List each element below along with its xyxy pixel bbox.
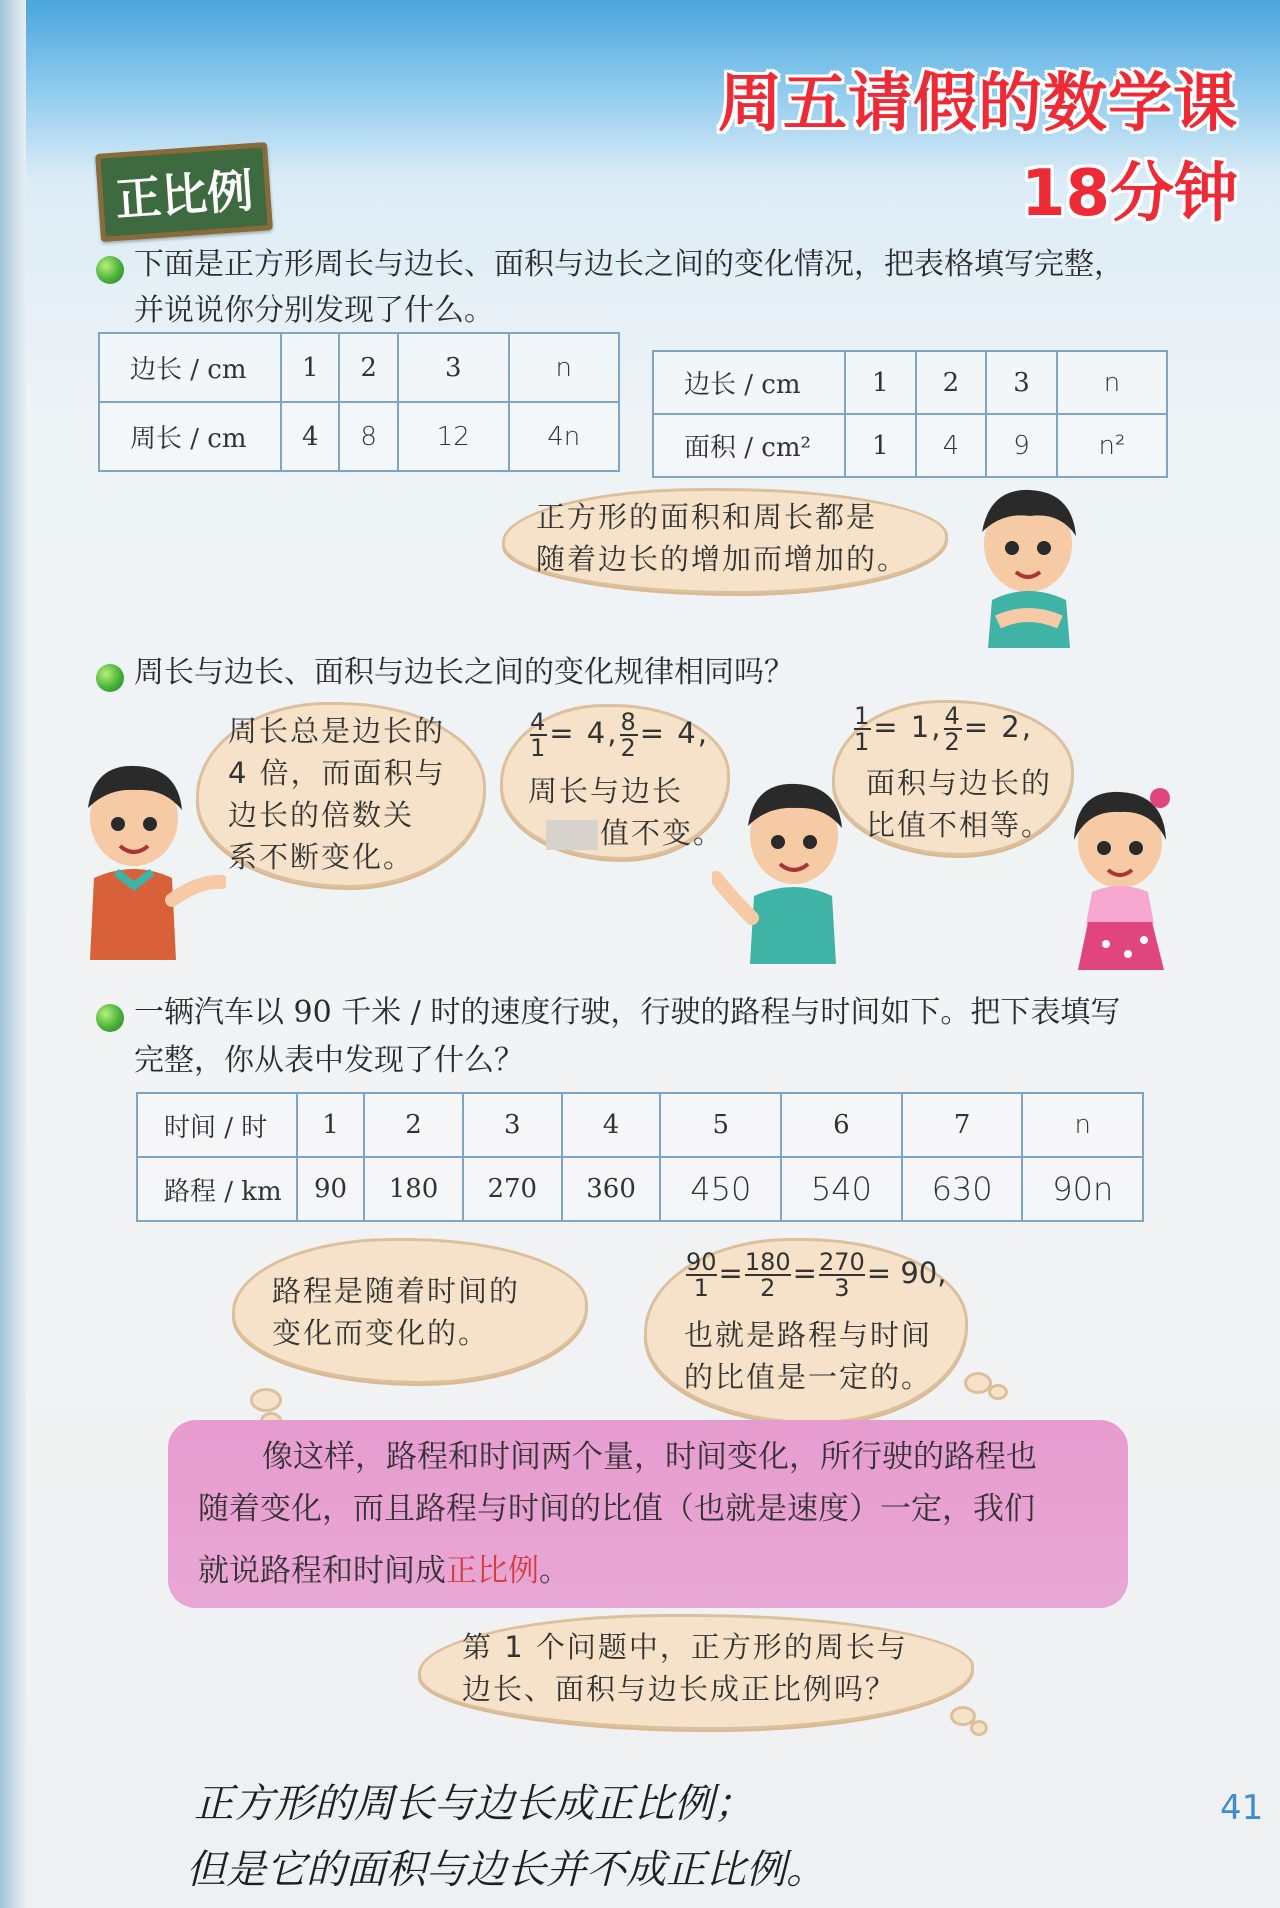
question-2: 周长与边长、面积与边长之间的变化规律相同吗？ [134,655,794,690]
thought-bubble-5-line-2: 变化而变化的。 [272,1316,490,1350]
definition-line-3 [198,1546,570,1596]
fraction-denominator: 1 [686,1274,717,1300]
thought-puff [988,1384,1008,1400]
definition-line-2: 随着变化，而且路程与时间的比值（也就是速度）一定，我们 [198,1491,1035,1527]
table-cell: 8 [339,402,397,471]
table-cell: n² [1057,414,1167,477]
table-cell: 7 [902,1093,1023,1157]
table-cell: 3 [463,1093,562,1157]
fraction-numerator: 4 [944,702,962,730]
thought-bubble-7-line-2: 边长、面积与边长成正比例吗？ [462,1672,897,1706]
table-cell: 2 [339,333,397,402]
thought-puff [250,1388,282,1412]
keyword-direct-proportion: 正比例 [446,1553,539,1589]
speed-table [136,1092,1144,1222]
table-cell: 2 [916,351,987,414]
speech-bubble-2-line-4: 系不断变化。 [228,840,415,874]
area-table-header-side: 边长 / cm [653,351,845,414]
topic-tag: 正比例 [95,142,273,242]
fraction-result: = 2, [963,710,1033,744]
boy-illustration [968,482,1090,648]
table-cell: 1 [297,1093,364,1157]
table-cell: n [1022,1093,1143,1157]
table-cell: 4 [281,402,339,471]
table-cell: 12 [398,402,509,471]
banner-title: 周五请假的数学课 [718,67,1238,141]
speech-bubble-2-line-2: 4 倍，而面积与 [228,756,446,790]
question-1-line-2: 并说说你分别发现了什么。 [134,293,494,328]
table-cell: 9 [986,414,1057,477]
boy-illustration [76,760,226,960]
bullet-icon [96,256,124,284]
table-cell: 450 [660,1157,781,1221]
fraction-denominator: 2 [620,734,638,762]
table-cell: 1 [845,351,916,414]
speech-bubble-1-line-2: 随着边长的增加而增加的。 [536,542,909,576]
area-table-header-area: 面积 / cm² [653,414,845,477]
girl-illustration [1056,784,1186,970]
speech-bubble-2-line-1: 周长总是边长的 [228,714,446,748]
thought-bubble-6-line-3: 的比值是一定的。 [684,1360,933,1394]
fraction-numerator: 180 [744,1248,791,1276]
speech-bubble-4-line-2: 面积与边长的 [866,766,1053,800]
table-cell: 3 [398,333,509,402]
fraction-numerator: 270 [818,1248,865,1276]
banner-duration: 18分钟 [1020,157,1238,231]
table-cell: 2 [364,1093,463,1157]
bullet-icon [96,1004,124,1032]
speech-bubble-3-line-3: 值不变。 [600,816,725,850]
table-cell: 630 [902,1157,1023,1221]
fraction-numerator: 8 [620,708,638,736]
fraction-denominator: 2 [745,1274,791,1300]
table-cell: 4 [562,1093,661,1157]
fraction-denominator: 1 [854,728,872,756]
fraction-numerator: 4 [530,708,548,736]
fraction-numerator: 1 [854,702,872,730]
speed-table-header-time: 时间 / 时 [137,1093,297,1157]
redacted-block [546,820,598,850]
table-cell: 4 [916,414,987,477]
table-cell: 90 [297,1157,364,1221]
speech-bubble-1-line-1: 正方形的面积和周长都是 [536,500,878,534]
speed-table-header-distance: 路程 / km [137,1157,297,1221]
fraction-result: = 4, [549,716,619,750]
question-3-line-2: 完整，你从表中发现了什么？ [134,1043,524,1078]
speech-bubble-4-fraction-line [852,704,1033,754]
perimeter-table-header-side: 边长 / cm [99,333,281,402]
speech-bubble-3-line-2: 周长与边长 [528,774,684,808]
table-cell: 360 [562,1157,661,1221]
thought-bubble-6-fraction-line: $\frac{90}{1}$ = $\frac{180}{2}$ = $\frac{270}{3}$ = 90, [686,1248,947,1302]
definition-line-3-text: 就说路程和时间成 [198,1553,446,1589]
page-edge [0,0,26,1908]
fraction-denominator: 3 [819,1274,865,1300]
handwritten-answer-line-1: 正方形的周长与边长成正比例； [194,1781,754,1827]
table-cell: 90n [1022,1157,1143,1221]
thought-bubble-5-line-1: 路程是随着时间的 [272,1274,521,1308]
fraction-denominator: 2 [944,728,962,756]
fraction-result: = 4, [639,716,709,750]
speech-bubble-2-line-3: 边长的倍数关 [228,798,415,832]
area-table [652,350,1168,478]
table-cell: 6 [781,1093,902,1157]
fraction-denominator: 1 [530,734,548,762]
handwritten-answer-line-2: 但是它的面积与边长并不成正比例。 [186,1847,826,1893]
bullet-icon [96,664,124,692]
thought-bubble-6-line-2: 也就是路程与时间 [684,1318,933,1352]
thought-bubble-7-line-1: 第 1 个问题中，正方形的周长与 [462,1630,908,1664]
page-number: 41 [1220,1788,1264,1828]
perimeter-table-header-perimeter: 周长 / cm [99,402,281,471]
table-cell: 540 [781,1157,902,1221]
perimeter-table [98,332,620,472]
question-3-line-1: 一辆汽车以 90 千米 / 时的速度行驶，行驶的路程与时间如下。把下表填写 [134,995,1121,1030]
fraction-numerator: 90 [686,1248,717,1276]
table-cell: 3 [986,351,1057,414]
question-1-line-1: 下面是正方形周长与边长、面积与边长之间的变化情况，把表格填写完整， [134,247,1124,282]
table-cell: 1 [281,333,339,402]
table-cell: 270 [463,1157,562,1221]
table-cell: 5 [660,1093,781,1157]
speech-bubble-3-fraction-line [528,710,709,760]
thought-puff [970,1720,988,1736]
table-cell: n [1057,351,1167,414]
fraction-result: = 90, [866,1256,947,1290]
definition-line-1: 像这样，路程和时间两个量，时间变化，所行驶的路程也 [262,1439,1037,1475]
table-cell: n [509,333,619,402]
table-cell: 4n [509,402,619,471]
fraction-result: = 1, [873,710,943,744]
speech-bubble-4-line-3: 比值不相等。 [866,808,1053,842]
table-cell: 180 [364,1157,463,1221]
definition-line-3-end: 。 [539,1553,570,1589]
table-cell: 1 [845,414,916,477]
